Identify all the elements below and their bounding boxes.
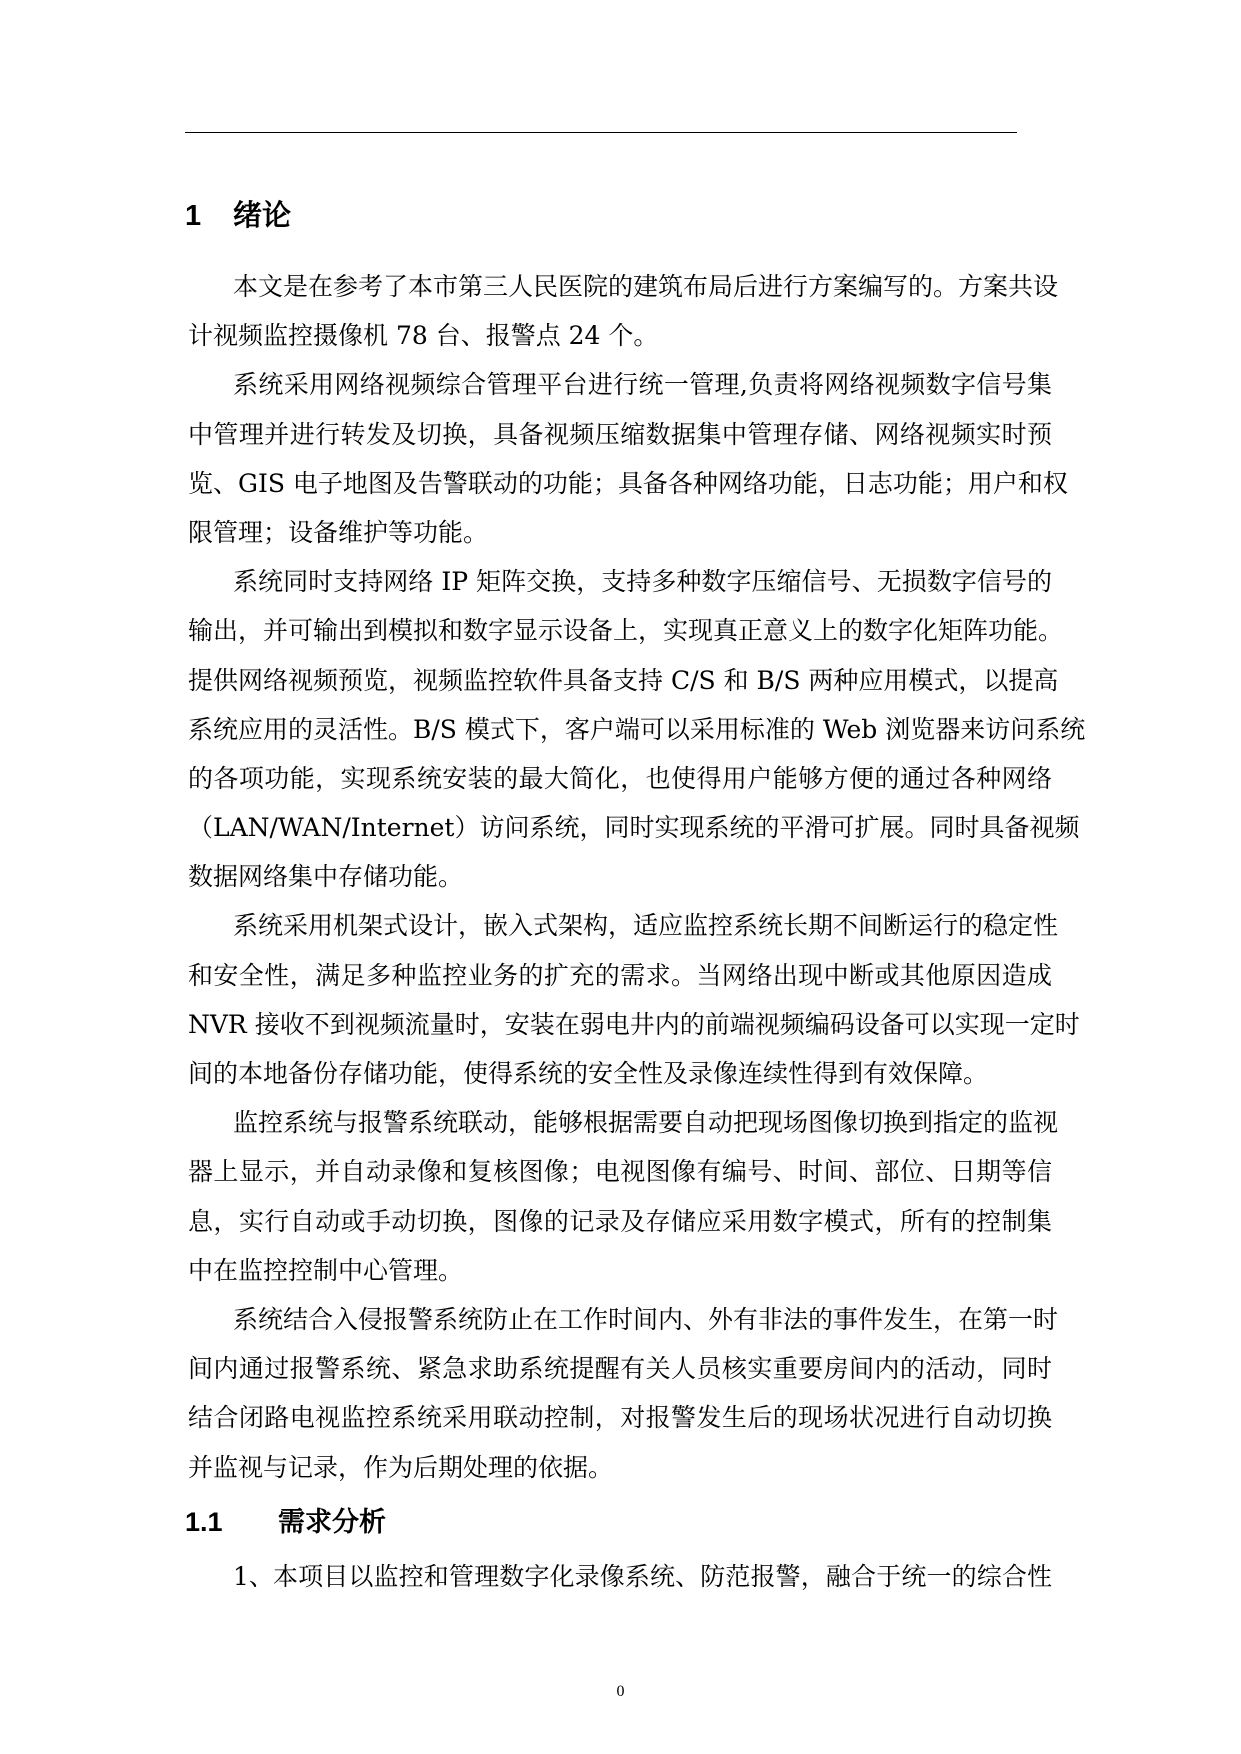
paragraph-line: 览、GIS 电子地图及告警联动的功能；具备各种网络功能，日志功能；用户和权 [188, 468, 1068, 498]
header-rule [185, 132, 1017, 133]
list-item-text: 本项目以监控和管理数字化录像系统、防范报警，融合于统一的综合性 [273, 1561, 1052, 1591]
paragraph-line: 并监视与记录，作为后期处理的依据。 [188, 1452, 614, 1482]
paragraph-line: 系统同时支持网络 IP 矩阵交换，支持多种数字压缩信号、无损数字信号的 [233, 567, 1052, 597]
chapter-title: 绪论 [233, 200, 292, 232]
section-heading [185, 1498, 1052, 1547]
paragraph-line: 息，实行自动或手动切换，图像的记录及存储应采用数字模式，所有的控制集 [188, 1206, 1052, 1236]
paragraph-line: （LAN/WAN/Internet）访问系统，同时实现系统的平滑可扩展。同时具备视频 [188, 813, 1080, 843]
paragraph-line: 结合闭路电视监控系统采用联动控制，对报警发生后的现场状况进行自动切换 [188, 1403, 1052, 1433]
paragraph-line: 的各项功能，实现系统安装的最大简化，也使得用户能够方便的通过各种网络 [188, 763, 1052, 793]
paragraph-line: 中管理并进行转发及切换，具备视频压缩数据集中管理存储、网络视频实时预 [188, 419, 1052, 449]
chapter-number: 1 [185, 200, 202, 232]
paragraph [188, 901, 1080, 1098]
chapter-heading [185, 196, 1049, 236]
paragraph-line: 器上显示，并自动录像和复核图像；电视图像有编号、时间、部位、日期等信 [188, 1157, 1052, 1187]
list-item [188, 1552, 1052, 1601]
paragraph-line: 系统结合入侵报警系统防止在工作时间内、外有非法的事件发生，在第一时 [233, 1304, 1059, 1334]
paragraph-line: 系统应用的灵活性。B/S 模式下，客户端可以采用标准的 Web 浏览器来访问系统 [188, 714, 1086, 744]
page-number: 0 [616, 1683, 625, 1700]
paragraph-line: 本文是在参考了本市第三人民医院的建筑布局后进行方案编写的。方案共设 [233, 272, 1059, 301]
paragraph-line: 中在监控控制中心管理。 [188, 1255, 464, 1285]
list-marker: 1、 [233, 1561, 274, 1591]
paragraph-list [188, 262, 1086, 1492]
paragraph-line: 数据网络集中存储功能。 [188, 862, 464, 892]
paragraph-line: 间内通过报警系统、紧急求助系统提醒有关人员核实重要房间内的活动，同时 [188, 1354, 1052, 1384]
paragraph-line: NVR 接收不到视频流量时，安装在弱电井内的前端视频编码设备可以实现一定时 [188, 1009, 1080, 1039]
paragraph-line: 限管理；设备维护等功能。 [188, 517, 489, 547]
body-content [185, 262, 1086, 1601]
section-title: 需求分析 [278, 1506, 386, 1537]
paragraph-line: 监控系统与报警系统联动，能够根据需要自动把现场图像切换到指定的监视 [233, 1108, 1059, 1138]
paragraph-line: 系统采用网络视频综合管理平台进行统一管理,负责将网络视频数字信号集 [233, 370, 1052, 400]
paragraph [188, 360, 1068, 557]
paragraph-line: 和安全性，满足多种监控业务的扩充的需求。当网络出现中断或其他原因造成 [188, 960, 1052, 990]
section-number: 1.1 [185, 1506, 223, 1537]
paragraph [188, 262, 1059, 360]
paragraph [188, 557, 1086, 901]
paragraph-line: 系统采用机架式设计，嵌入式架构，适应监控系统长期不间断运行的稳定性 [233, 911, 1059, 941]
paragraph-line: 计视频监控摄像机 78 台、报警点 24 个。 [188, 321, 659, 351]
paragraph-line: 间的本地备份存储功能，使得系统的安全性及录像连续性得到有效保障。 [188, 1059, 989, 1088]
paragraph [188, 1098, 1059, 1295]
paragraph-line: 提供网络视频预览，视频监控软件具备支持 C/S 和 B/S 两种应用模式，以提高 [188, 665, 1059, 695]
paragraph-line: 输出，并可输出到模拟和数字显示设备上，实现真正意义上的数字化矩阵功能。 [188, 616, 1064, 646]
paragraph [188, 1295, 1059, 1492]
